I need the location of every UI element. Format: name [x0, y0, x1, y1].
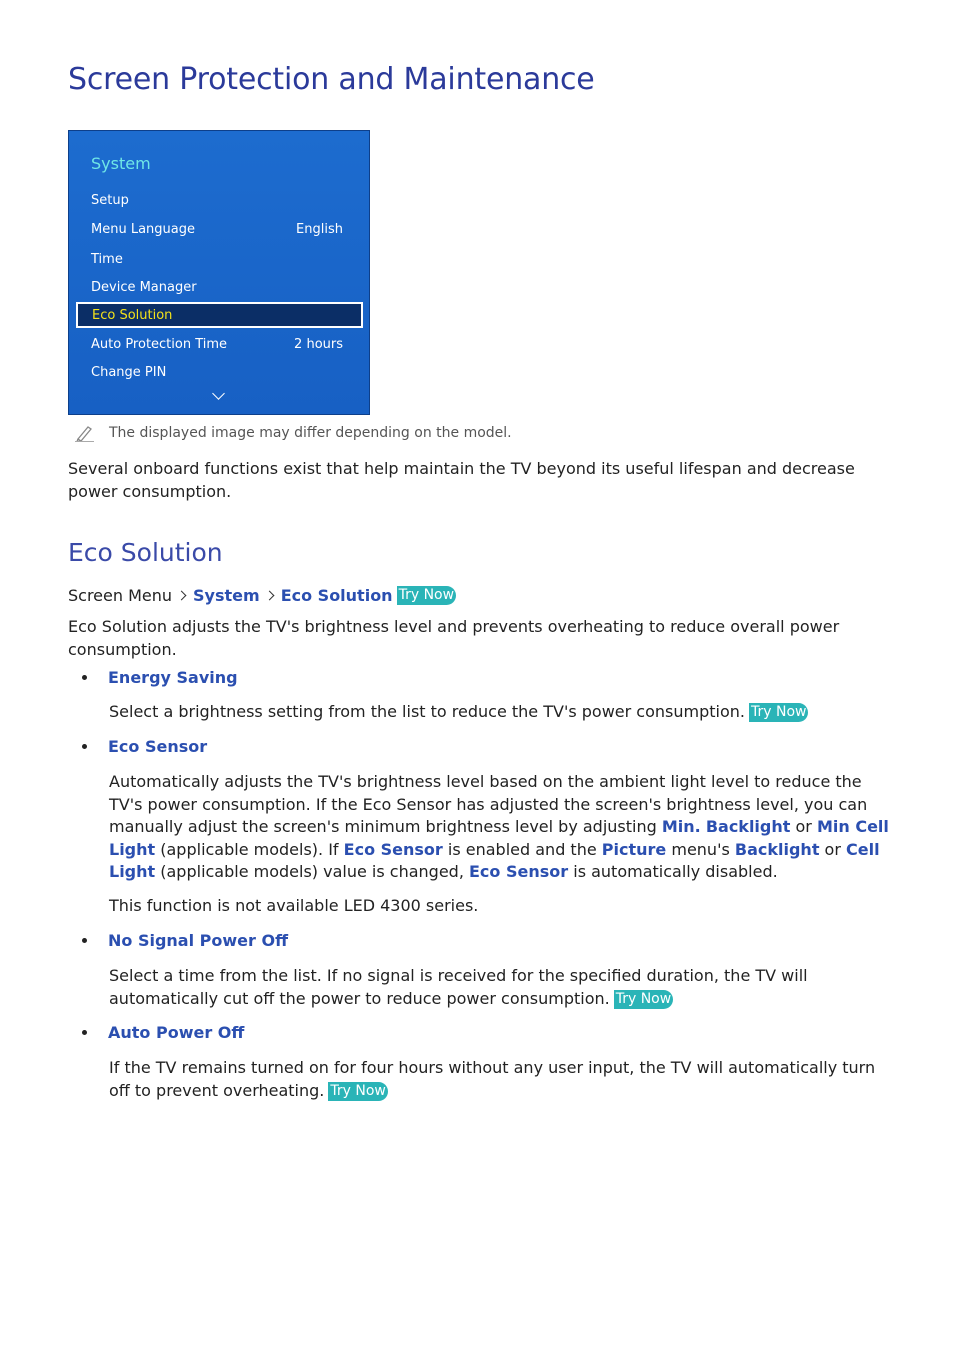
tv-menu-item-setup[interactable]: [91, 190, 343, 210]
breadcrumb: [68, 586, 456, 605]
note: [74, 424, 512, 442]
bullet-label[interactable]: Auto Power Off: [108, 1023, 245, 1042]
breadcrumb-system[interactable]: System: [193, 586, 260, 605]
bullet-no-signal-power-off: [82, 931, 288, 950]
try-now-button[interactable]: Try Now: [330, 1082, 386, 1099]
bullet-dot: [82, 1030, 87, 1035]
chevron-down-icon[interactable]: [212, 387, 225, 400]
bullet-label[interactable]: Energy Saving: [108, 668, 238, 687]
description-text: menu's: [666, 839, 735, 859]
tv-menu-item-label: Setup: [91, 192, 129, 208]
link-picture[interactable]: Picture: [601, 839, 667, 859]
bullet-dot: [82, 938, 87, 943]
page-title: Screen Protection and Maintenance: [68, 62, 595, 97]
bullet-label[interactable]: Eco Sensor: [108, 737, 208, 756]
bullet-dot: [82, 744, 87, 749]
description-text: (applicable models). If: [155, 839, 344, 859]
chevron-right-icon: [177, 591, 187, 601]
description-text: or: [819, 839, 847, 859]
tv-menu-item-value: 2 hours: [294, 336, 343, 352]
link-cell-light[interactable]: Cell Light: [109, 839, 880, 882]
tv-menu-item-value: English: [296, 221, 343, 237]
description-text: or: [790, 817, 817, 837]
intro-paragraph: Several onboard functions exist that help maintain the TV beyond its useful lifespan and decrease power consumption.: [68, 459, 855, 501]
bullet-energy-saving: [82, 668, 238, 687]
breadcrumb-root: Screen Menu: [68, 586, 173, 605]
try-now-button[interactable]: Try Now: [398, 587, 455, 603]
section-description: Eco Solution adjusts the TV's brightness level and prevents overheating to reduce overall power consumption.: [68, 617, 840, 659]
tv-menu-item-label: Eco Solution: [92, 307, 173, 323]
tv-menu-item-label: Change PIN: [91, 364, 167, 380]
link-backlight[interactable]: Backlight: [734, 839, 820, 859]
link-eco-sensor[interactable]: Eco Sensor: [343, 839, 443, 859]
eco-sensor-note: This function is not available LED 4300 series.: [109, 896, 479, 915]
link-min[interactable]: Min.: [661, 817, 701, 837]
bullet-dot: [82, 675, 87, 680]
tv-menu-item-time[interactable]: [91, 249, 343, 269]
tv-menu-item-change-pin[interactable]: [91, 362, 343, 382]
tv-menu-item-menu-language[interactable]: [91, 219, 343, 239]
description-text: Select a time from the list. If no signal is received for the specified duration, the TV will automatically cut off the power to reduce power consumption.: [109, 966, 808, 1008]
bullet-label[interactable]: No Signal Power Off: [108, 931, 289, 950]
tv-system-menu: [68, 130, 370, 415]
link-min-cell-light[interactable]: Min Cell Light: [109, 817, 889, 859]
tv-menu-item-auto-protection-time[interactable]: [91, 334, 343, 354]
auto-power-off-description: [109, 1057, 889, 1102]
description-text: If the TV remains turned on for four hours without any user input, the TV will automatically turn off to prevent overheating.: [109, 1058, 876, 1100]
note-text: The displayed image may differ depending on the model.: [109, 425, 512, 441]
tv-menu-item-eco-solution[interactable]: [76, 302, 363, 328]
description-text: (applicable models) value is changed,: [155, 862, 469, 882]
bullet-auto-power-off: [82, 1023, 244, 1042]
tv-menu-item-label: Time: [91, 251, 123, 267]
link-eco-sensor[interactable]: Eco Sensor: [469, 862, 569, 882]
section-title: Eco Solution: [68, 538, 223, 567]
tv-menu-item-label: Device Manager: [91, 279, 197, 295]
tv-menu-item-label: Auto Protection Time: [91, 336, 228, 352]
pencil-icon: [74, 424, 96, 442]
description-text: Select a brightness setting from the list to reduce the TV's power consumption.: [109, 702, 745, 721]
bullet-eco-sensor: [82, 737, 207, 756]
link-backlight[interactable]: Backlight: [705, 817, 791, 837]
eco-sensor-description: [109, 771, 889, 884]
description-text: is enabled and the: [442, 839, 602, 859]
description-text: Automatically adjusts the TV's brightness level based on the ambient light level to reduce the TV's power consumption. If the Eco Sensor has adjusted the screen's brightness level, you can manually adjust the screen's minimum brightness level by adjusting: [109, 772, 868, 837]
tv-menu-item-label: Menu Language: [91, 221, 195, 237]
tv-menu-title: System: [91, 154, 151, 173]
breadcrumb-eco-solution[interactable]: Eco Solution: [280, 586, 393, 605]
no-signal-description: [109, 965, 889, 1010]
description-text: is automatically disabled.: [568, 862, 778, 882]
tv-menu-item-device-manager[interactable]: [91, 277, 343, 297]
energy-saving-description: [109, 701, 889, 724]
chevron-right-icon: [264, 591, 274, 601]
try-now-button[interactable]: Try Now: [615, 990, 672, 1007]
try-now-button[interactable]: Try Now: [750, 704, 807, 720]
